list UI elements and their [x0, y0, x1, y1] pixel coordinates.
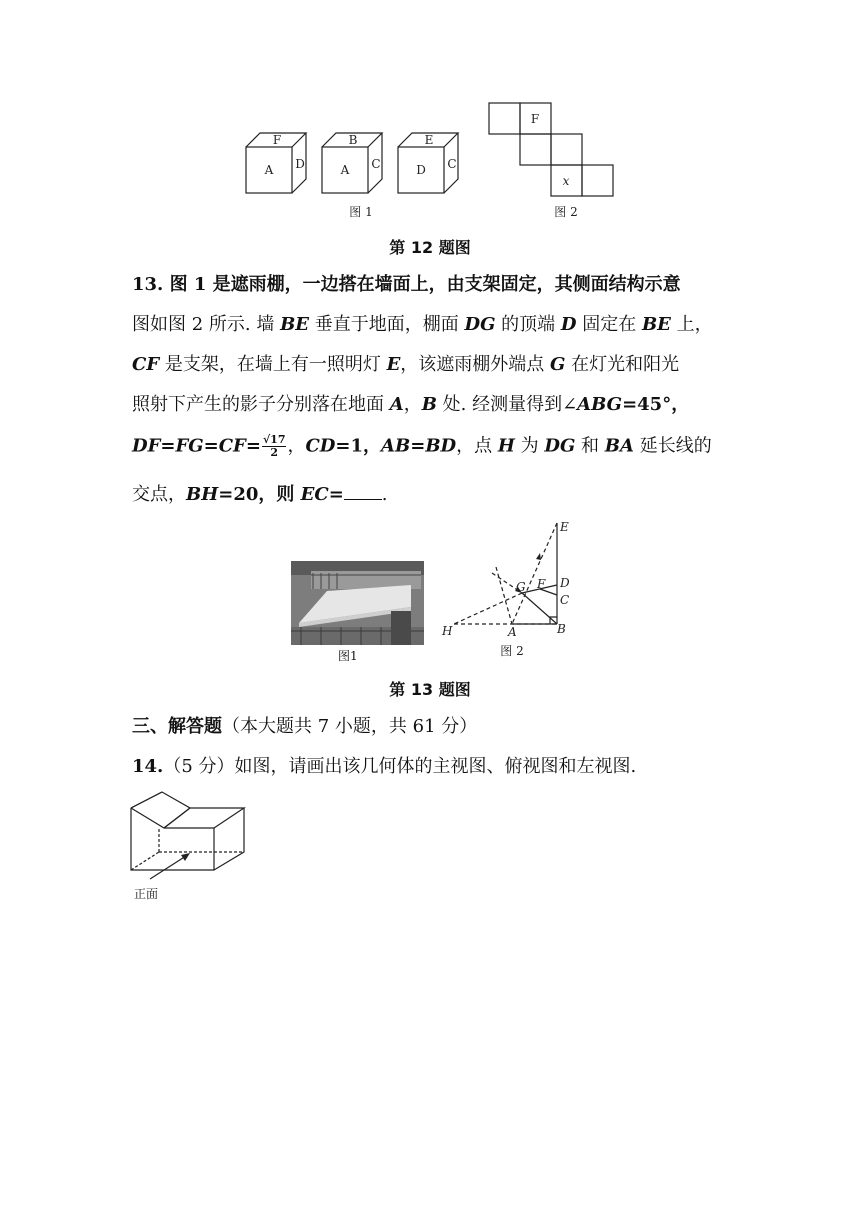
- q13-var: FG: [175, 435, 204, 457]
- figure-12-net: [486, 100, 626, 224]
- q14-number: 14.: [132, 756, 164, 777]
- q14-text: 如图，请画出该几何体的主视图、俯视图和左视图.: [234, 756, 637, 777]
- q13-line1: 13. 图 1 是遮雨棚，一边搭在墙面上，由支架固定，其侧面结构示意: [132, 274, 681, 295]
- q13-text: .: [381, 484, 388, 505]
- q13-text: =45°，: [622, 394, 690, 415]
- point-h-label: H: [442, 624, 453, 638]
- point-a-label: A: [508, 625, 517, 639]
- q13-var: A: [389, 394, 404, 415]
- point-d-label: D: [560, 576, 570, 590]
- figure12-label-fig1: 图 1: [349, 205, 373, 219]
- q13-text: 延长线的: [633, 435, 712, 457]
- net-label-x: x: [562, 174, 570, 188]
- q13-text: =: [328, 484, 344, 505]
- cube1-top: F: [272, 133, 282, 147]
- q13-text: 上，: [670, 314, 713, 335]
- point-c-label: C: [560, 593, 570, 607]
- point-g-label: G: [516, 580, 526, 594]
- cube2-side: C: [371, 157, 381, 171]
- q13-text: =: [203, 435, 219, 457]
- net-label-f: F: [530, 112, 540, 126]
- q13-text: 处. 经测量得到∠: [436, 394, 578, 415]
- q13-var: EC: [300, 484, 329, 505]
- q13-text: =: [410, 435, 426, 457]
- cube3-front: D: [416, 163, 426, 177]
- figure13-caption: 第 13 题图: [389, 680, 471, 699]
- q13-text: 和: [575, 435, 605, 457]
- q13-var: BD: [425, 435, 457, 457]
- figure13-label-fig1: 图1: [338, 649, 358, 663]
- cube2-top: B: [348, 133, 358, 147]
- q13-var: H: [497, 435, 515, 457]
- cube1-side: D: [295, 157, 305, 171]
- q13-var: B: [421, 394, 437, 415]
- figure13-label-fig2: 图 2: [500, 644, 524, 658]
- q13-var: DG: [464, 314, 496, 335]
- q13-text: 为: [514, 435, 545, 457]
- q13-text: ，: [403, 394, 422, 415]
- q13-text: ，: [287, 435, 306, 457]
- figure-12-cubes: [240, 126, 480, 226]
- point-e-label: E: [560, 520, 569, 534]
- fraction-denominator: 2: [270, 446, 279, 459]
- q13-text: 在灯光和阳光: [565, 354, 680, 375]
- q13-text: =: [160, 435, 176, 457]
- q13-var: BA: [604, 435, 634, 457]
- q14-score: （5 分）: [163, 756, 235, 777]
- q13-var: E: [386, 354, 401, 375]
- section-3-title: 三、解答题: [132, 716, 222, 737]
- point-f-label: F: [537, 577, 546, 591]
- figure-14-solid: [124, 786, 254, 904]
- awning-photo: [291, 561, 424, 645]
- front-direction-label: 正面: [133, 887, 159, 901]
- q13-text: 交点，: [132, 484, 186, 505]
- q13-var: CF: [132, 354, 160, 375]
- cube3-side: C: [447, 157, 457, 171]
- q13-text: 是支架，在墙上有一照明灯: [159, 354, 387, 375]
- section-3-subtitle: （本大题共 7 小题，共 61 分）: [222, 716, 478, 737]
- q13-var: BH: [186, 484, 219, 505]
- q13-var: G: [550, 354, 566, 375]
- q13-var: DG: [544, 435, 576, 457]
- q13-text: =1，: [335, 435, 382, 457]
- q13-var: CF: [218, 435, 246, 457]
- q13-text: 垂直于地面，棚面: [309, 314, 465, 335]
- q13-var: D: [560, 314, 577, 335]
- q13-var: DF: [132, 435, 161, 457]
- q13-text: 的顶端: [495, 314, 561, 335]
- q13-text: ，点: [456, 435, 498, 457]
- q13-text: 固定在: [576, 314, 642, 335]
- fraction-numerator: √17: [262, 433, 286, 446]
- cube3-top: E: [424, 133, 434, 147]
- q13-var: CD: [305, 435, 336, 457]
- q13-text: 图如图 2 所示. 墙: [132, 314, 281, 335]
- q13-var: BE: [641, 314, 671, 335]
- answer-blank[interactable]: [344, 483, 382, 500]
- point-b-label: B: [557, 622, 566, 636]
- q13-text: =: [245, 435, 261, 457]
- figure-13-diagram: [436, 515, 586, 661]
- figure12-caption: 第 12 题图: [389, 238, 471, 257]
- q13-text: 照射下产生的影子分别落在地面: [132, 394, 390, 415]
- fraction-sqrt17-over-2: [262, 434, 287, 459]
- figure12-label-fig2: 图 2: [554, 205, 578, 219]
- question-14: [132, 756, 732, 778]
- section-3-heading: [132, 716, 732, 738]
- q13-var: BE: [280, 314, 309, 335]
- q13-text: ，该遮雨棚外端点: [400, 354, 551, 375]
- cube2-front: A: [340, 163, 350, 177]
- q13-var: AB: [381, 435, 411, 457]
- q13-text: =20，则: [218, 484, 301, 505]
- cube1-front: A: [264, 163, 274, 177]
- q13-var: ABG: [577, 394, 623, 415]
